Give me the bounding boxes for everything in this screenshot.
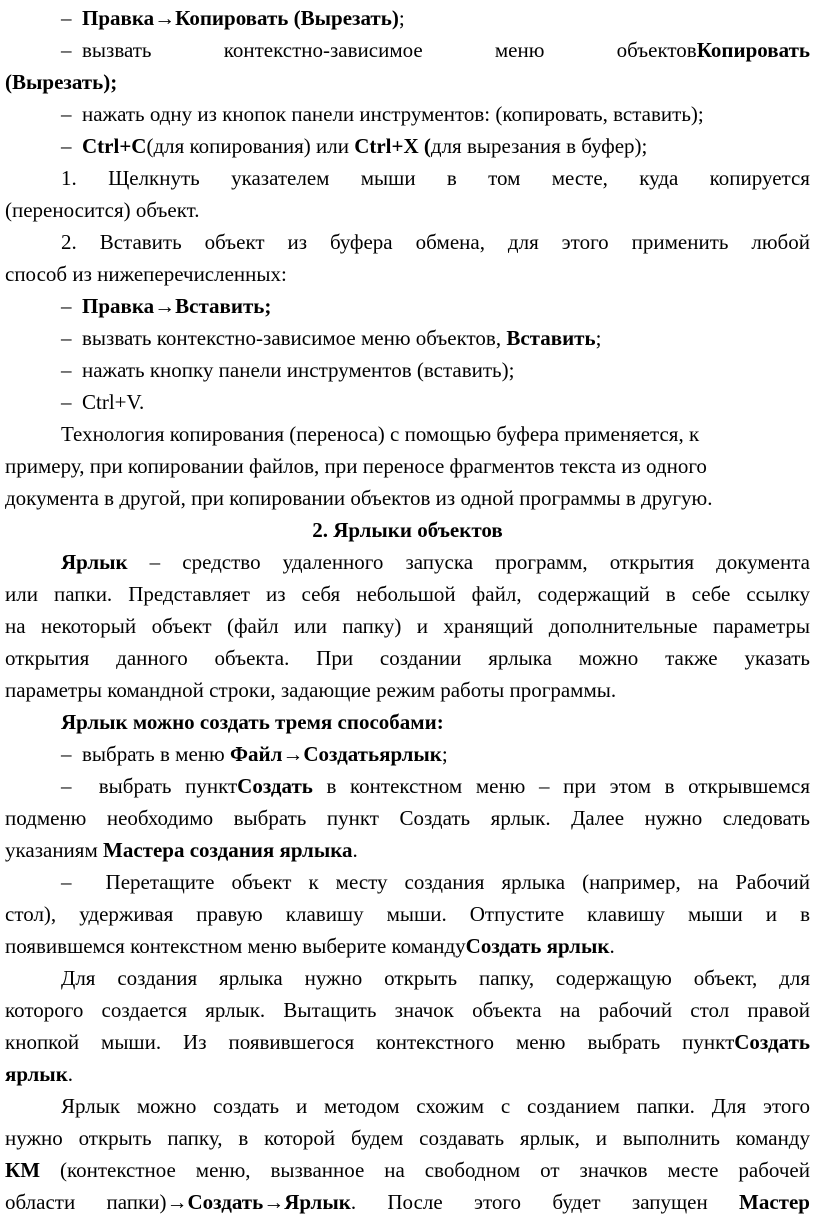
- text: Ctrl+V.: [82, 390, 145, 414]
- text: контекстно-зависимое: [223, 38, 423, 62]
- dash: –: [61, 38, 72, 62]
- bold-text: Ctrl+X (: [354, 134, 431, 158]
- dash: –: [61, 102, 72, 126]
- text-line: [5, 1154, 810, 1186]
- text: Технология копирования (переноса) с помощью буфера применяется, к: [61, 422, 700, 446]
- text-line: [5, 930, 615, 962]
- dash-word: [61, 34, 152, 66]
- text: вызвать контекстно-зависимое меню объектов,: [82, 326, 507, 350]
- text: кнопкой мыши. Из появившегося контекстного меню выбрать пункт: [5, 1030, 735, 1054]
- bold-text: Копировать: [696, 38, 810, 62]
- text: появившемся контекстном меню выберите команду: [5, 934, 466, 958]
- text: примеру, при копировании файлов, при переносе фрагментов текста из одного: [5, 454, 707, 478]
- menu-path: Файл→Создатьярлык: [229, 742, 442, 766]
- text-line: [5, 1122, 810, 1154]
- term: Ярлык: [61, 550, 128, 574]
- numbered-step-1: [61, 162, 810, 194]
- step-number: 2.: [61, 230, 77, 254]
- list-item-context-menu-copy: [61, 34, 810, 66]
- text: для вырезания в буфер);: [430, 134, 648, 158]
- text: подменю необходимо выбрать пункт Создать ярлык. Далее нужно следовать: [5, 806, 810, 830]
- text: Перетащите объект к месту создания ярлыка (например, на Рабочий: [105, 870, 811, 894]
- list-item-ctrl-v: [61, 386, 144, 418]
- list-item-edit-copy: [61, 2, 405, 34]
- text: Для создания ярлыка нужно открыть папку, содержащую объект, для: [61, 966, 810, 990]
- heading-text: 2. Ярлыки объектов: [312, 518, 503, 542]
- subheading: [61, 706, 444, 738]
- bold-text: Ctrl+C: [82, 134, 147, 158]
- dash: –: [61, 742, 72, 766]
- text-line: [5, 258, 287, 290]
- numbered-step-2: [61, 226, 810, 258]
- dash: –: [61, 390, 72, 414]
- text-line: [5, 674, 616, 706]
- text-line: [5, 194, 199, 226]
- text: открытия данного объекта. При создании ярлыка можно также указать: [5, 646, 810, 670]
- text-line: [5, 834, 358, 866]
- text: способ из нижеперечисленных:: [5, 262, 287, 286]
- text: Вставить: [99, 230, 182, 254]
- text: . После этого будет запущен: [350, 1190, 740, 1214]
- bold-text: Вставить: [506, 326, 596, 350]
- bold-text: Создать ярлык: [465, 934, 610, 958]
- text: в: [446, 166, 457, 190]
- text: или папки. Представляет из себя небольшой файл, содержащий в себе ссылку: [5, 582, 810, 606]
- text: месте,: [551, 166, 608, 190]
- text-line: [5, 1058, 73, 1090]
- bold-text: ярлык: [5, 1062, 68, 1086]
- list-item-context-paste: [61, 322, 601, 354]
- text: параметры командной строки, задающие режим работы программы.: [5, 678, 617, 702]
- list-item-context-create: [61, 770, 810, 802]
- text: Ярлык можно создать и методом схожим с созданием папки. Для этого: [61, 1094, 810, 1118]
- text: на некоторый объект (файл или папку) и хранящий дополнительные параметры: [5, 614, 810, 638]
- dash: –: [61, 6, 72, 30]
- text: мыши: [360, 166, 416, 190]
- list-item-toolbar-paste: [61, 354, 514, 386]
- text: вызвать: [82, 38, 152, 62]
- bold-text: →Создать→Ярлык: [166, 1190, 351, 1214]
- text-line: [5, 66, 117, 98]
- text: (контекстное меню, вызванное на свободном от значков месте рабочей: [40, 1158, 810, 1182]
- bold-text: Мастера создания ярлыка: [103, 838, 353, 862]
- dash: –: [61, 358, 72, 382]
- text: ;: [441, 742, 448, 766]
- text-line: [5, 450, 707, 482]
- text: объектов: [616, 38, 697, 62]
- text-group: [617, 34, 810, 66]
- text-line: [61, 418, 699, 450]
- text-line: [5, 642, 810, 674]
- text: ;: [398, 6, 405, 30]
- text-line: [5, 482, 713, 514]
- dash: –: [61, 294, 72, 318]
- bold-text: (Вырезать);: [5, 70, 118, 94]
- text: Щелкнуть: [108, 166, 200, 190]
- text: которого создается ярлык. Вытащить значок объекта на рабочий стол правой: [5, 998, 810, 1022]
- text: этого: [561, 230, 609, 254]
- text: обмена,: [415, 230, 485, 254]
- bold-text: Ярлык можно создать тремя способами:: [61, 710, 444, 734]
- list-item-file-menu: [61, 738, 448, 770]
- text: нажать одну из кнопок панели инструментов: (копировать, вставить);: [82, 102, 704, 126]
- menu-path: Правка→Вставить;: [82, 294, 272, 318]
- text: указателем: [231, 166, 330, 190]
- text-line: [61, 546, 810, 578]
- list-item-shortcuts: [61, 130, 647, 162]
- text: области папки): [5, 1190, 167, 1214]
- text-line: [61, 1090, 810, 1122]
- text: .: [352, 838, 358, 862]
- text-line: [61, 962, 810, 994]
- text: том: [488, 166, 521, 190]
- text: .: [609, 934, 615, 958]
- list-item-toolbar: [61, 98, 704, 130]
- text: объект: [204, 230, 265, 254]
- text: куда: [639, 166, 679, 190]
- text: ;: [595, 326, 602, 350]
- text: буфера: [330, 230, 393, 254]
- bold-text: Мастер: [739, 1190, 810, 1214]
- text: стол), удерживая правую клавишу мыши. Отпустите клавишу мыши и в: [5, 902, 810, 926]
- text: .: [67, 1062, 74, 1086]
- dash: –: [61, 134, 72, 158]
- text: указаниям: [5, 838, 103, 862]
- bold-text: Создать: [734, 1030, 810, 1054]
- text: нажать кнопку панели инструментов (вставить);: [82, 358, 515, 382]
- list-item-edit-paste: [61, 290, 271, 322]
- text-line: [5, 578, 810, 610]
- text: – средство удаленного запуска программ, открытия документа: [127, 550, 810, 574]
- text-line: [5, 610, 810, 642]
- text: применить: [631, 230, 729, 254]
- menu-path: Правка→Копировать (Вырезать): [82, 6, 399, 30]
- dash: –: [61, 870, 72, 894]
- step-number: 1.: [61, 166, 77, 190]
- bold-text: КМ: [5, 1158, 41, 1182]
- text: выбрать в меню: [82, 742, 230, 766]
- text-line: [5, 1186, 810, 1218]
- text: документа в другой, при копировании объектов из одной программы в другую.: [5, 486, 713, 510]
- bold-text: Создать: [237, 774, 313, 798]
- text-line: [5, 1026, 810, 1058]
- dash: –: [61, 326, 72, 350]
- text: выбрать пункт: [98, 774, 238, 798]
- section-heading: [5, 514, 810, 546]
- text: нужно открыть папку, в которой будем создавать ярлык, и выполнить команду: [5, 1126, 810, 1150]
- list-item-drag: [61, 866, 810, 898]
- text: любой: [751, 230, 810, 254]
- text: меню: [494, 38, 545, 62]
- text-line: [5, 802, 810, 834]
- text: из: [287, 230, 308, 254]
- text: в контекстном меню – при этом в открывшемся: [312, 774, 811, 798]
- text: (переносится) объект.: [5, 198, 200, 222]
- dash: –: [61, 774, 72, 798]
- text: для: [507, 230, 539, 254]
- text-line: [5, 994, 810, 1026]
- text-line: [5, 898, 810, 930]
- text: (для копирования) или: [146, 134, 355, 158]
- text: копируется: [709, 166, 810, 190]
